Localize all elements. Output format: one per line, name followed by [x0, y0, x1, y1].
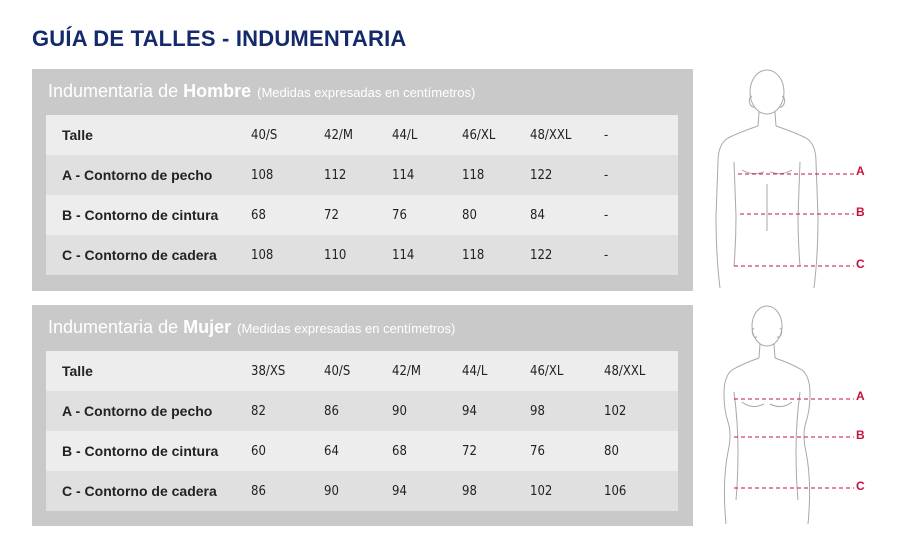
men-size-table [46, 115, 678, 275]
women-size-panel [32, 305, 693, 526]
table-cell: 122 [530, 247, 553, 263]
table-row [46, 155, 678, 195]
table-cell: 42/M [392, 363, 421, 379]
men-heading-strong: Hombre [183, 81, 252, 101]
female-body-silhouette [704, 302, 894, 528]
marker-a-label: A [856, 164, 865, 178]
table-row [46, 115, 678, 155]
row-label: B - Contorno de cintura [62, 443, 219, 459]
men-size-panel [32, 69, 693, 291]
table-row [46, 195, 678, 235]
table-cell: 44/L [392, 127, 418, 143]
table-cell: 118 [462, 167, 485, 183]
row-label: C - Contorno de cadera [62, 247, 217, 263]
table-cell: 64 [324, 443, 339, 459]
table-cell: 94 [392, 483, 407, 499]
male-silhouette-icon [704, 66, 894, 294]
row-label: B - Contorno de cintura [62, 207, 219, 223]
table-cell: - [604, 247, 609, 263]
marker-b-label: B [856, 205, 865, 219]
table-cell: 40/S [251, 127, 278, 143]
row-label: A - Contorno de pecho [62, 167, 213, 183]
table-cell: 98 [530, 403, 545, 419]
table-cell: 38/XS [251, 363, 286, 379]
women-panel-heading [48, 317, 455, 338]
table-cell: 106 [604, 483, 627, 499]
table-cell: 110 [324, 247, 347, 263]
table-cell: 48/XXL [604, 363, 646, 379]
women-heading-strong: Mujer [183, 317, 232, 337]
marker-a-label: A [856, 389, 865, 403]
table-cell: 80 [462, 207, 477, 223]
table-cell: 90 [392, 403, 407, 419]
page-title: GUÍA DE TALLES - INDUMENTARIA [32, 26, 407, 51]
row-label: Talle [62, 127, 93, 143]
row-label: Talle [62, 363, 93, 379]
table-cell: 72 [324, 207, 339, 223]
table-cell: - [604, 167, 609, 183]
table-cell: 108 [251, 167, 274, 183]
table-cell: 90 [324, 483, 339, 499]
female-silhouette-icon [704, 302, 894, 528]
marker-c-label: C [856, 479, 865, 493]
table-cell: 46/XL [530, 363, 564, 379]
table-cell: 40/S [324, 363, 351, 379]
table-cell: 114 [392, 167, 415, 183]
table-cell: 44/L [462, 363, 488, 379]
men-panel-heading [48, 81, 475, 102]
women-heading-lead: Indumentaria de [48, 317, 184, 337]
marker-b-label: B [856, 428, 865, 442]
table-row [46, 235, 678, 275]
table-cell: 76 [392, 207, 407, 223]
table-cell: 60 [251, 443, 266, 459]
table-cell: 82 [251, 403, 266, 419]
row-label: A - Contorno de pecho [62, 403, 213, 419]
table-cell: 102 [604, 403, 627, 419]
table-cell: 46/XL [462, 127, 496, 143]
table-cell: 80 [604, 443, 619, 459]
table-row [46, 351, 678, 391]
male-body-silhouette [704, 66, 894, 294]
table-cell: 72 [462, 443, 477, 459]
table-cell: 102 [530, 483, 553, 499]
men-heading-lead: Indumentaria de [48, 81, 184, 101]
table-cell: 84 [530, 207, 545, 223]
table-cell: 42/M [324, 127, 353, 143]
table-row [46, 431, 678, 471]
men-heading-note: (Medidas expresadas en centímetros) [257, 85, 476, 100]
table-cell: 86 [251, 483, 266, 499]
table-cell: 76 [530, 443, 545, 459]
table-cell: - [604, 127, 609, 143]
table-cell: 114 [392, 247, 415, 263]
table-cell: 68 [392, 443, 407, 459]
women-size-table [46, 351, 678, 511]
table-cell: 48/XXL [530, 127, 572, 143]
table-cell: 112 [324, 167, 347, 183]
table-cell: 68 [251, 207, 266, 223]
table-cell: 94 [462, 403, 477, 419]
table-row [46, 391, 678, 431]
table-row [46, 471, 678, 511]
table-cell: 118 [462, 247, 485, 263]
table-cell: 122 [530, 167, 553, 183]
table-cell: - [604, 207, 609, 223]
table-cell: 86 [324, 403, 339, 419]
women-heading-note: (Medidas expresadas en centímetros) [237, 321, 456, 336]
table-cell: 108 [251, 247, 274, 263]
table-cell: 98 [462, 483, 477, 499]
marker-c-label: C [856, 257, 865, 271]
row-label: C - Contorno de cadera [62, 483, 217, 499]
